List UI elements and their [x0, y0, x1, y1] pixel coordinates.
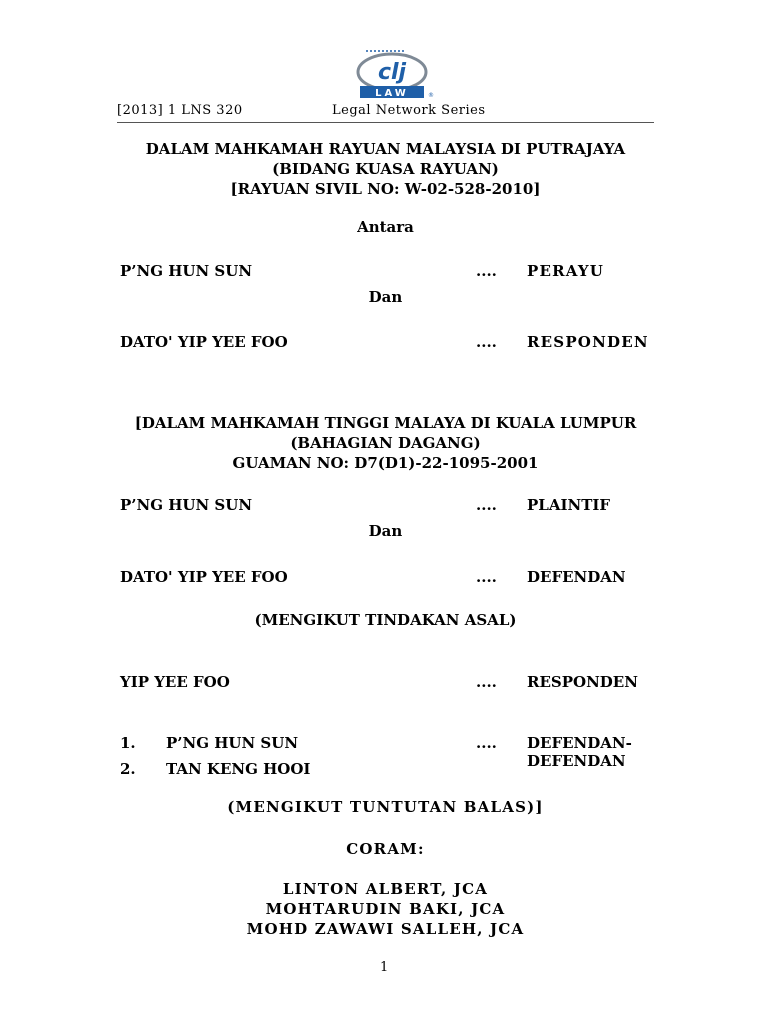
judge-1: LINTON ALBERT, JCA: [282, 880, 489, 898]
header-rule: [117, 122, 654, 123]
dots: ....: [476, 568, 497, 586]
clj-law-logo: [346, 46, 442, 104]
coram-title: CORAM:: [346, 840, 425, 858]
suit-number: GUAMAN NO: D7(D1)-22-1095-2001: [232, 454, 539, 472]
dots: ....: [476, 496, 497, 514]
defendants-role-line1: DEFENDAN-: [527, 734, 632, 752]
court-title-2: [DALAM MAHKAMAH TINGGI MALAYA DI KUALA LUMPUR: [134, 414, 637, 432]
plaintiff-name: P’NG HUN SUN: [120, 496, 253, 514]
defendant-1-number: 1.: [120, 734, 136, 752]
dots: ....: [476, 673, 497, 691]
defendant-name: DATO' YIP YEE FOO: [120, 568, 288, 586]
dots: ....: [476, 734, 497, 752]
defendant-2-name: TAN KENG HOOI: [166, 760, 311, 778]
counterclaim-respondent-name: YIP YEE FOO: [120, 673, 230, 691]
citation: [2013] 1 LNS 320: [117, 103, 243, 118]
svg-text:LAW: LAW: [375, 88, 409, 99]
defendant-role: DEFENDAN: [527, 568, 626, 586]
original-action-caption: (MENGIKUT TINDAKAN ASAL): [254, 611, 517, 629]
antara-label: Antara: [357, 218, 414, 236]
dots: ....: [476, 333, 497, 351]
dan-label: Dan: [368, 522, 403, 540]
plaintiff-role: PLAINTIF: [527, 496, 611, 514]
court-division-2: (BAHAGIAN DAGANG): [290, 434, 481, 452]
defendant-1-name: P’NG HUN SUN: [166, 734, 299, 752]
dan-label: Dan: [368, 288, 403, 306]
page-number: 1: [380, 960, 389, 975]
court-jurisdiction-1: (BIDANG KUASA RAYUAN): [272, 160, 499, 178]
appellant-name: P’NG HUN SUN: [120, 262, 253, 280]
series-name: Legal Network Series: [332, 103, 486, 118]
counterclaim-respondent-role: RESPONDEN: [527, 673, 638, 691]
defendant-2-number: 2.: [120, 760, 136, 778]
svg-text:clj: clj: [377, 60, 407, 85]
judge-2: MOHTARUDIN BAKI, JCA: [265, 900, 506, 918]
defendants-role-line2: DEFENDAN: [527, 752, 626, 770]
court-title-1: DALAM MAHKAMAH RAYUAN MALAYSIA DI PUTRAJAYA: [145, 140, 626, 158]
respondent-name: DATO' YIP YEE FOO: [120, 333, 288, 351]
respondent-role: RESPONDEN: [527, 333, 649, 351]
judge-3: MOHD ZAWAWI SALLEH, JCA: [246, 920, 525, 938]
appellant-role: PERAYU: [527, 262, 605, 280]
counterclaim-caption: (MENGIKUT TUNTUTAN BALAS)]: [227, 798, 544, 816]
svg-text:®: ®: [428, 92, 434, 99]
appeal-number: [RAYUAN SIVIL NO: W-02-528-2010]: [230, 180, 541, 198]
dots: ....: [476, 262, 497, 280]
